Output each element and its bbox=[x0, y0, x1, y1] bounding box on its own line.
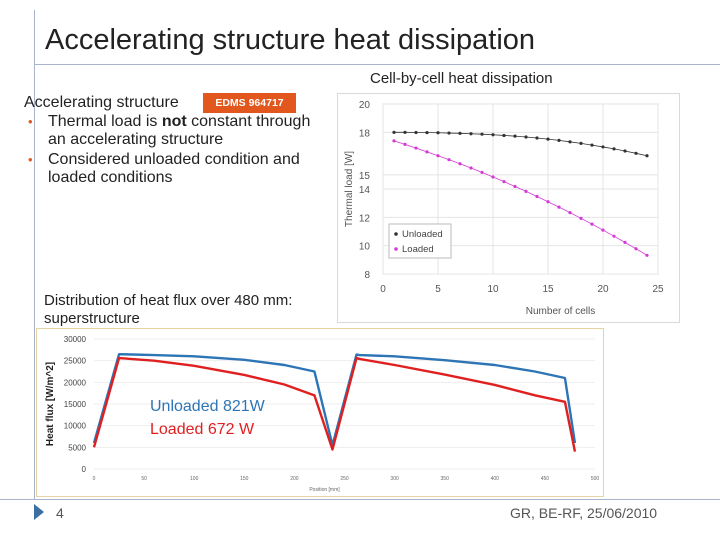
section-heading: Accelerating structure bbox=[24, 94, 179, 111]
legend-marker bbox=[394, 232, 398, 236]
y-tick-label: 0 bbox=[81, 465, 86, 474]
y-axis-label: Heat flux [W/m^2] bbox=[45, 361, 56, 447]
data-point bbox=[447, 158, 450, 161]
y-tick-label: 30000 bbox=[63, 335, 86, 344]
thermal-load-chart-frame bbox=[337, 93, 680, 323]
heat-flux-chart-frame bbox=[36, 328, 604, 497]
bullet-text: Thermal load is not constant through an accelerating structure bbox=[48, 113, 311, 148]
data-point bbox=[557, 139, 560, 142]
data-point bbox=[392, 131, 395, 134]
data-point bbox=[392, 139, 395, 142]
data-point bbox=[491, 133, 494, 136]
bullet-text: Considered unloaded condition and loaded conditions bbox=[48, 151, 300, 186]
data-point bbox=[568, 211, 571, 214]
data-point bbox=[612, 147, 615, 150]
data-point bbox=[469, 166, 472, 169]
data-point bbox=[634, 152, 637, 155]
bullet-item bbox=[24, 113, 324, 149]
legend-entry: Loaded bbox=[402, 244, 434, 255]
data-point bbox=[436, 154, 439, 157]
bullet-marker: • bbox=[28, 114, 33, 129]
data-point bbox=[601, 228, 604, 231]
y-tick-label: 15 bbox=[358, 170, 370, 182]
x-tick-label: 10 bbox=[487, 284, 499, 295]
nav-arrow-icon[interactable] bbox=[34, 504, 44, 520]
data-point bbox=[557, 206, 560, 209]
y-tick-label: 14 bbox=[358, 185, 370, 196]
y-tick-label: 10 bbox=[358, 241, 370, 253]
heat-flux-chart bbox=[37, 329, 603, 496]
data-point bbox=[579, 142, 582, 145]
x-tick-label: 300 bbox=[390, 476, 399, 482]
y-tick-label: 15000 bbox=[63, 400, 86, 409]
data-point bbox=[480, 171, 483, 174]
x-tick-label: 50 bbox=[141, 476, 147, 482]
frame-left-line bbox=[34, 10, 35, 500]
data-point bbox=[579, 217, 582, 220]
data-point bbox=[623, 149, 626, 152]
x-tick-label: 5 bbox=[435, 284, 441, 295]
legend-unloaded: Unloaded 821W bbox=[150, 398, 265, 415]
x-tick-label: 25 bbox=[652, 284, 664, 295]
data-point bbox=[403, 131, 406, 134]
data-point bbox=[524, 190, 527, 193]
frame-top-line bbox=[34, 64, 720, 65]
data-point bbox=[623, 241, 626, 244]
data-point bbox=[612, 235, 615, 238]
bullet-marker: • bbox=[28, 152, 33, 167]
thermal-load-chart bbox=[338, 94, 679, 322]
data-point bbox=[414, 146, 417, 149]
y-tick-label: 18 bbox=[358, 128, 370, 140]
x-tick-label: 0 bbox=[92, 476, 96, 482]
data-point bbox=[568, 140, 571, 143]
x-tick-label: 250 bbox=[340, 476, 349, 482]
x-tick-label: 15 bbox=[542, 284, 554, 295]
x-tick-label: 100 bbox=[190, 476, 199, 482]
y-axis-label: Thermal load [W] bbox=[344, 150, 355, 228]
legend-loaded: Loaded 672 W bbox=[150, 421, 255, 438]
data-point bbox=[645, 254, 648, 257]
bullet-list bbox=[24, 113, 324, 189]
data-point bbox=[645, 154, 648, 157]
y-tick-label: 10000 bbox=[63, 421, 86, 431]
edms-badge[interactable]: EDMS 964717 bbox=[203, 93, 296, 113]
data-point bbox=[601, 145, 604, 148]
data-point bbox=[447, 131, 450, 134]
legend-marker bbox=[394, 247, 398, 251]
data-point bbox=[425, 131, 428, 134]
bullet-item bbox=[24, 151, 324, 187]
x-tick-label: 0 bbox=[380, 284, 386, 295]
data-point bbox=[480, 133, 483, 136]
slide-title: Accelerating structure heat dissipation bbox=[45, 24, 536, 56]
y-tick-label: 25000 bbox=[63, 356, 86, 366]
y-tick-label: 5000 bbox=[68, 443, 86, 453]
x-tick-label: 150 bbox=[240, 476, 249, 482]
legend-entry: Unloaded bbox=[402, 229, 443, 240]
data-point bbox=[425, 150, 428, 153]
footer-text: GR, BE-RF, 25/06/2010 bbox=[510, 505, 658, 521]
page-number: 4 bbox=[56, 505, 64, 521]
distribution-label: Distribution of heat flux over 480 mm: superstructure bbox=[44, 292, 293, 327]
data-point bbox=[469, 132, 472, 135]
x-tick-label: 500 bbox=[590, 476, 600, 482]
data-point bbox=[590, 223, 593, 226]
x-tick-label: 20 bbox=[597, 284, 609, 295]
x-tick-label: 450 bbox=[540, 476, 550, 482]
data-point bbox=[535, 195, 538, 198]
data-point bbox=[535, 136, 538, 139]
data-point bbox=[458, 132, 461, 135]
data-point bbox=[458, 162, 461, 165]
x-tick-label: 200 bbox=[290, 476, 299, 482]
x-tick-label: 400 bbox=[490, 476, 499, 482]
data-point bbox=[634, 247, 637, 250]
data-point bbox=[513, 135, 516, 138]
data-point bbox=[524, 135, 527, 138]
data-point bbox=[590, 143, 593, 146]
x-axis-label: Number of cells bbox=[525, 306, 596, 317]
data-point bbox=[403, 143, 406, 146]
data-point bbox=[436, 131, 439, 134]
x-axis-label: Position [mm] bbox=[309, 487, 340, 493]
x-tick-label: 350 bbox=[440, 476, 449, 482]
y-tick-label: 8 bbox=[364, 270, 370, 281]
data-point bbox=[546, 138, 549, 141]
data-point bbox=[546, 200, 549, 203]
y-tick-label: 20 bbox=[358, 100, 370, 111]
data-point bbox=[502, 180, 505, 183]
data-point bbox=[414, 131, 417, 134]
data-point bbox=[513, 185, 516, 188]
y-tick-label: 12 bbox=[358, 213, 370, 225]
data-point bbox=[502, 134, 505, 137]
frame-bottom-line bbox=[0, 499, 720, 500]
y-tick-label: 20000 bbox=[63, 378, 86, 388]
data-point bbox=[491, 175, 494, 178]
chart-subtitle: Cell-by-cell heat dissipation bbox=[370, 70, 553, 87]
